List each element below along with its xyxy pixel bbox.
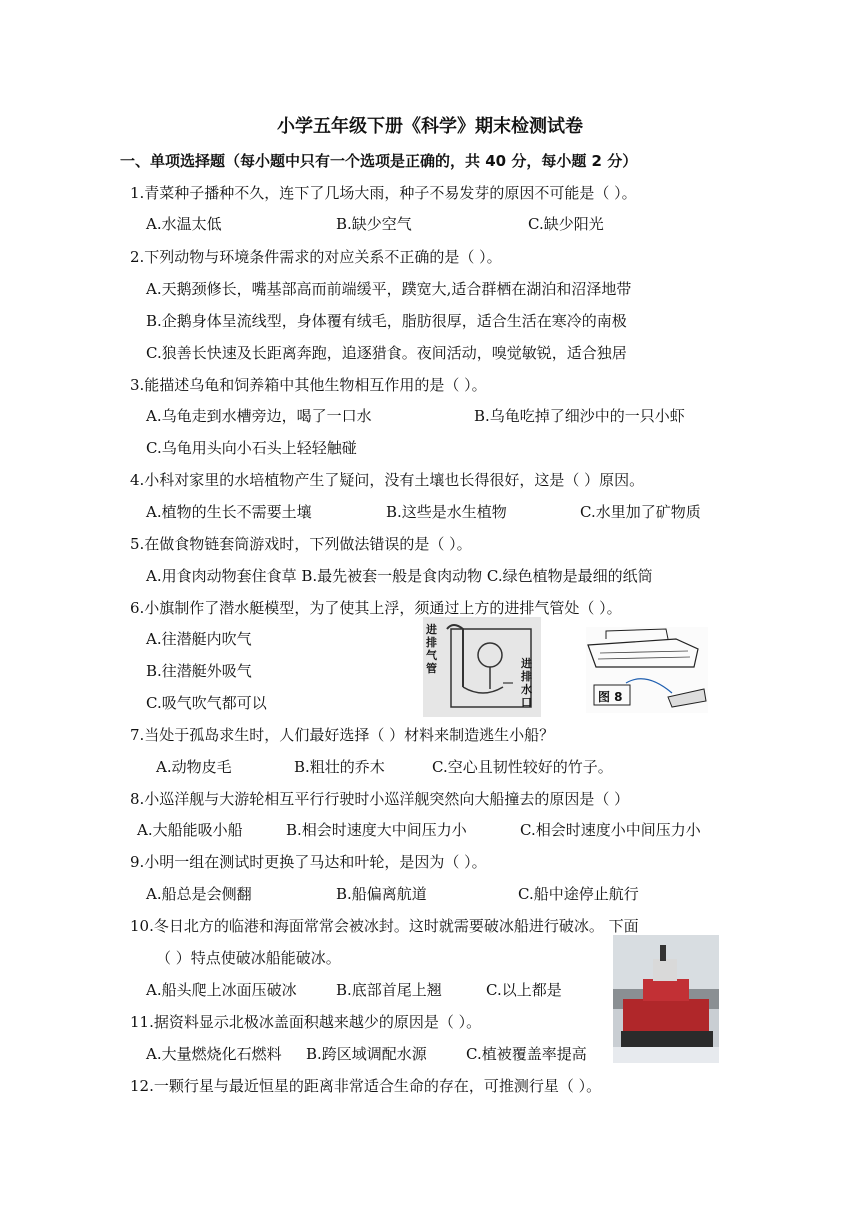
q7-option-a: A.动物皮毛	[156, 758, 232, 776]
q1-option-b: B.缺少空气	[336, 215, 412, 233]
q8-option-c: C.相会时速度小中间压力小	[520, 821, 701, 839]
q11-option-a: A.大量燃烧化石燃料	[146, 1045, 282, 1063]
q9-option-b: B.船偏离航道	[336, 885, 427, 903]
q4-option-c: C.水里加了矿物质	[580, 503, 701, 521]
ships-figure	[586, 627, 708, 713]
question-6: 6.小旗制作了潜水艇模型，为了使其上浮，须通过上方的进排气管处（ ）。	[130, 599, 622, 617]
question-1: 1.青菜种子播种不久，连下了几场大雨，种子不易发芽的原因不可能是（ ）。	[130, 184, 637, 202]
question-4: 4.小科对家里的水培植物产生了疑问，没有土壤也长得很好，这是（ ）原因。	[130, 471, 645, 489]
icebreaker-photo	[613, 935, 719, 1063]
q10-option-b: B.底部首尾上翘	[336, 981, 442, 999]
question-10: 10.冬日北方的临港和海面常常会被冰封。这时就需要破冰船进行破冰。 下面	[130, 917, 639, 935]
q2-option-c: C.狼善长快速及长距离奔跑，追逐猎食。夜间活动，嗅觉敏锐，适合独居	[146, 344, 627, 362]
q8-option-a: A.大船能吸小船	[137, 821, 243, 839]
q4-option-a: A.植物的生长不需要土壤	[146, 503, 312, 521]
question-5: 5.在做食物链套筒游戏时，下列做法错误的是（ ）。	[130, 535, 472, 553]
q1-option-a: A.水温太低	[146, 215, 222, 233]
submarine-model-figure	[423, 617, 541, 717]
q8-option-b: B.相会时速度大中间压力小	[286, 821, 467, 839]
q9-option-c: C.船中途停止航行	[518, 885, 639, 903]
q6-option-c: C.吸气吹气都可以	[146, 694, 267, 712]
q10-option-a: A.船头爬上冰面压破冰	[146, 981, 297, 999]
q3-option-a: A.乌龟走到水槽旁边，喝了一口水	[146, 407, 372, 425]
question-12: 12.一颗行星与最近恒星的距离非常适合生命的存在，可推测行星（ ）。	[130, 1077, 602, 1095]
q5-options: A.用食肉动物套住食草 B.最先被套一般是食肉动物 C.绿色植物是最细的纸筒	[146, 567, 653, 585]
q9-option-a: A.船总是会侧翻	[146, 885, 252, 903]
page-title: 小学五年级下册《科学》期末检测试卷	[277, 116, 583, 137]
question-9: 9.小明一组在测试时更换了马达和叶轮，是因为（ ）。	[130, 853, 487, 871]
q2-option-a: A.天鹅颈修长，嘴基部高而前端缓平，蹼宽大,适合群栖在湖泊和沼泽地带	[146, 280, 632, 298]
question-7: 7.当处于孤岛求生时，人们最好选择（ ）材料来制造逃生小船？	[130, 726, 555, 744]
q1-option-c: C.缺少阳光	[528, 215, 604, 233]
section-heading: 一、单项选择题（每小题中只有一个选项是正确的，共 40 分，每小题 2 分）	[120, 152, 638, 170]
fig-label-intake-pipe: 进排气管	[426, 623, 437, 675]
q2-option-b: B.企鹅身体呈流线型，身体覆有绒毛，脂肪很厚，适合生活在寒冷的南极	[146, 312, 627, 330]
question-2: 2.下列动物与环境条件需求的对应关系不正确的是（ ）。	[130, 248, 502, 266]
figure-8-label: 图 8	[598, 690, 623, 704]
q7-option-c: C.空心且韧性较好的竹子。	[432, 758, 613, 776]
question-10-continued: （ ）特点使破冰船能破冰。	[156, 949, 341, 967]
question-8: 8.小巡洋舰与大游轮相互平行行驶时小巡洋舰突然向大船撞去的原因是（ ）	[130, 790, 630, 808]
q10-option-c: C.以上都是	[486, 981, 562, 999]
q11-option-b: B.跨区域调配水源	[306, 1045, 427, 1063]
q3-option-b: B.乌龟吃掉了细沙中的一只小虾	[474, 407, 685, 425]
q3-option-c: C.乌龟用头向小石头上轻轻触碰	[146, 439, 357, 457]
q6-option-a: A.往潜艇内吹气	[146, 630, 252, 648]
q11-option-c: C.植被覆盖率提高	[466, 1045, 587, 1063]
q7-option-b: B.粗壮的乔木	[294, 758, 385, 776]
q6-option-b: B.往潜艇外吸气	[146, 662, 252, 680]
fig-label-water-port: 进排水口	[521, 657, 532, 709]
question-11: 11.据资料显示北极冰盖面积越来越少的原因是（ ）。	[130, 1013, 482, 1031]
question-3: 3.能描述乌龟和饲养箱中其他生物相互作用的是（ ）。	[130, 376, 487, 394]
q4-option-b: B.这些是水生植物	[386, 503, 507, 521]
